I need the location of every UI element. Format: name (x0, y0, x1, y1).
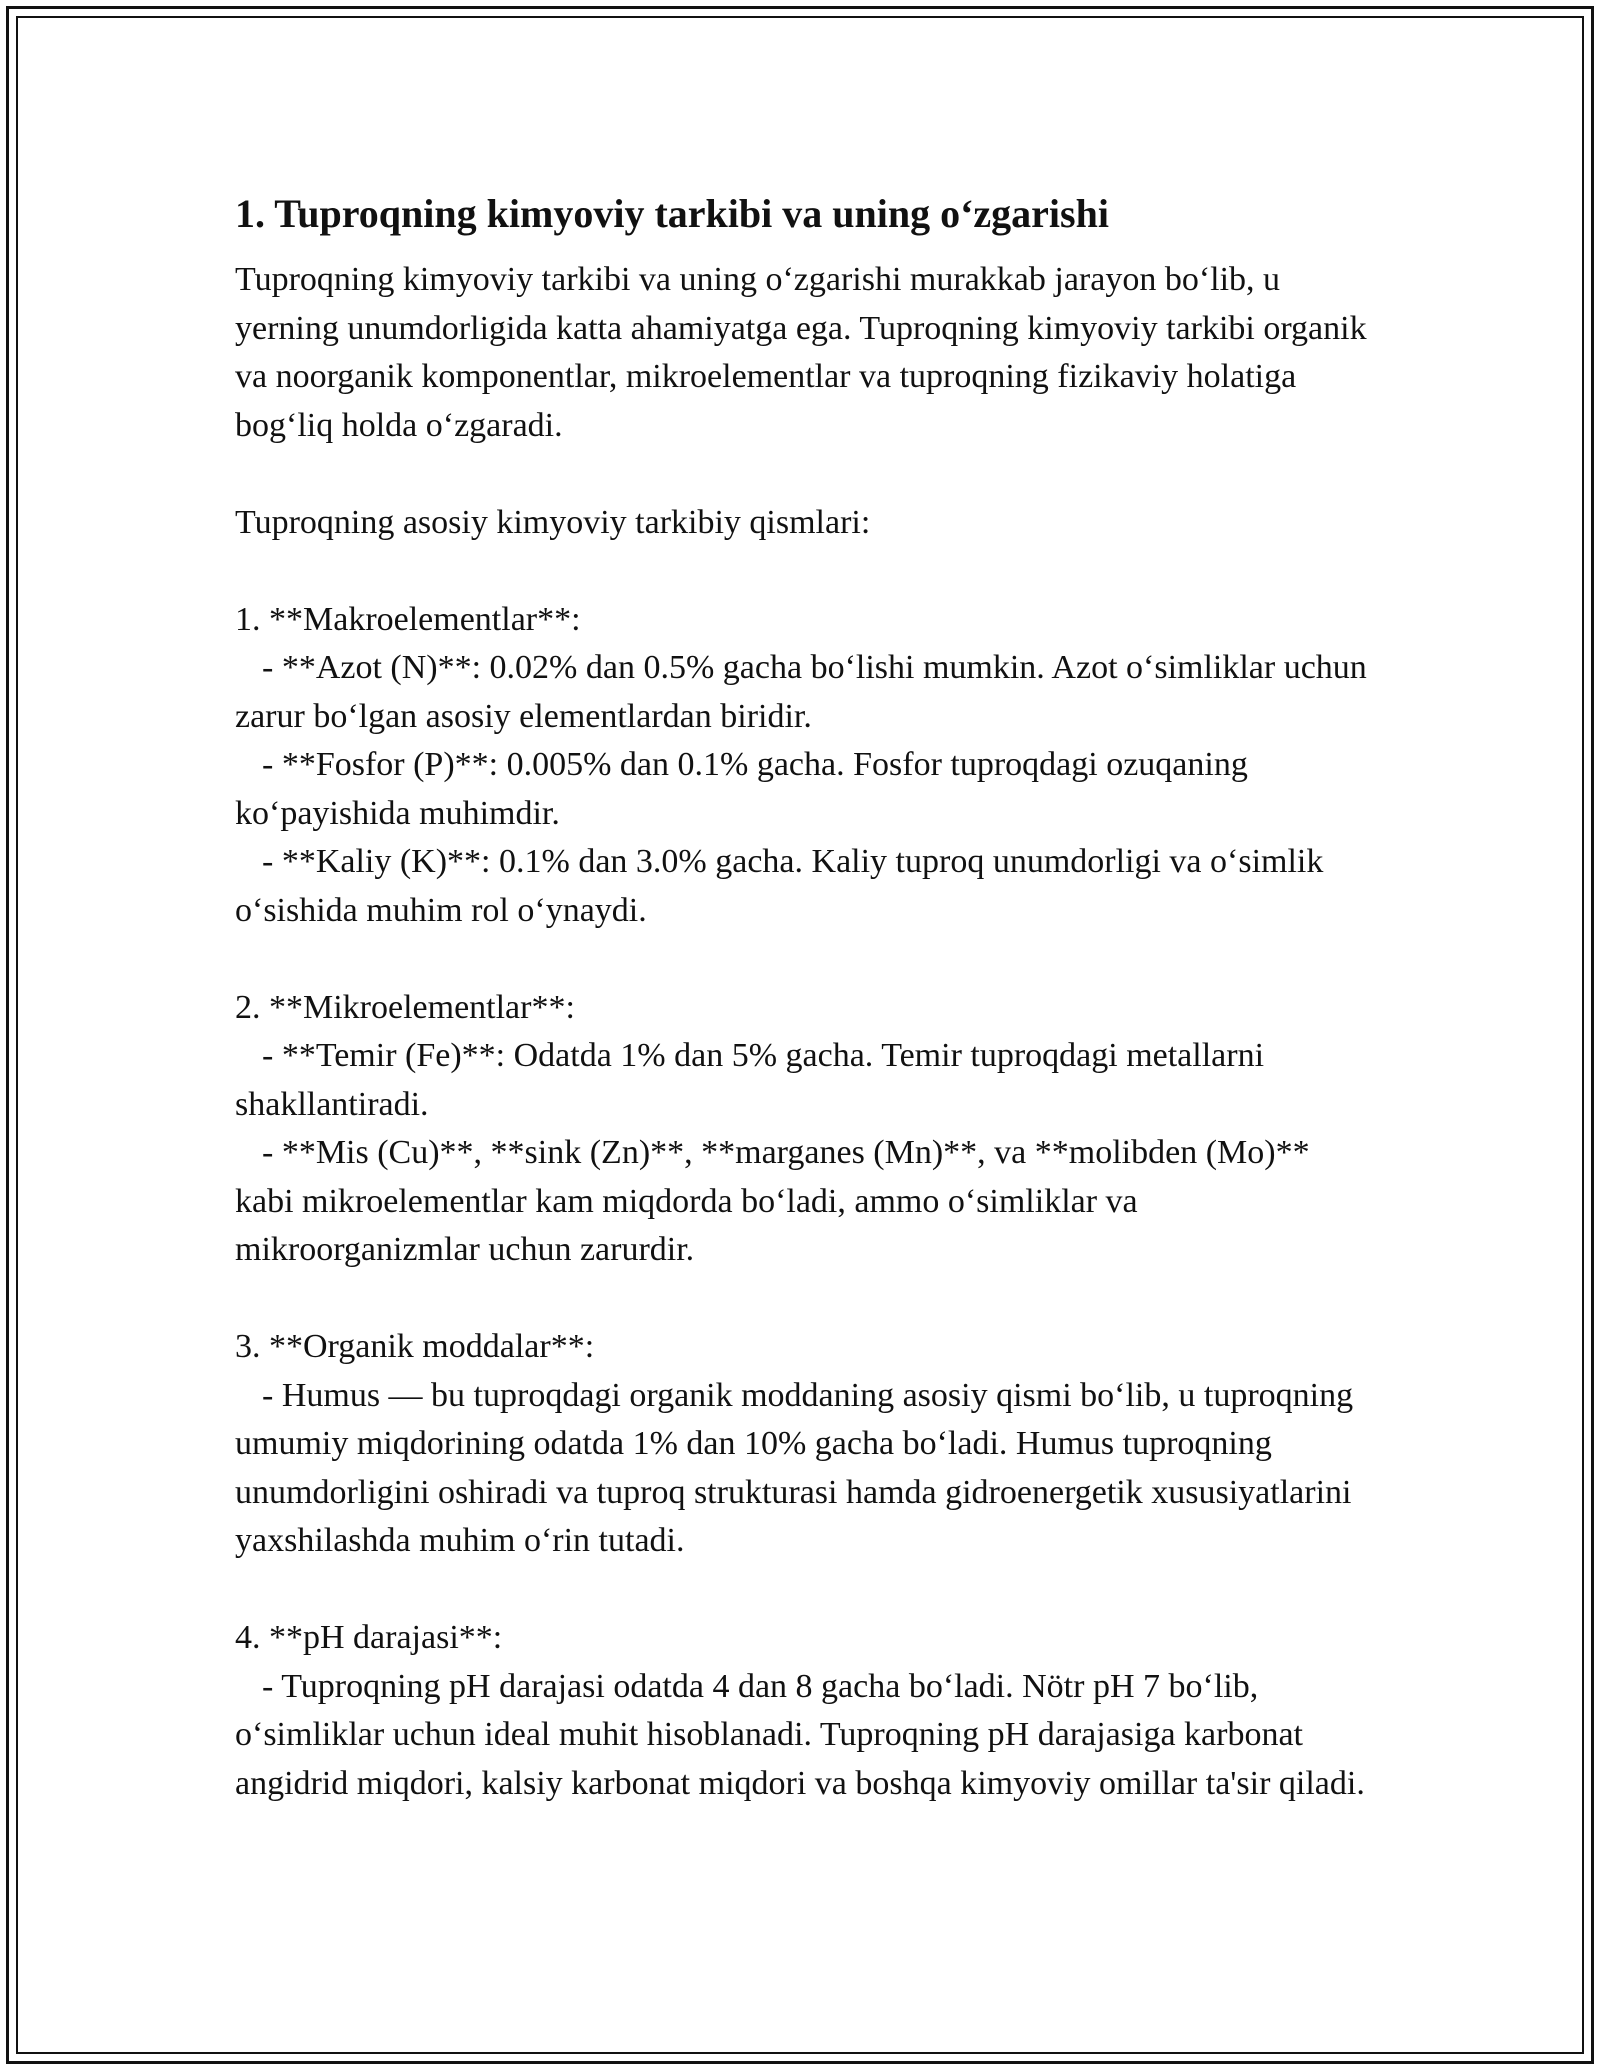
spacer (235, 1275, 1375, 1324)
section-makroelementlar (235, 596, 1375, 936)
section-heading: 1. **Makroelementlar**: (235, 600, 581, 638)
intro-paragraph: Tuproqning kimyoviy tarkibi va uning o‘zgarishi murakkab jarayon bo‘lib, u yerning unumdorligida katta ahamiyatga ega. Tuproqning kimyoviy tarkibi organik va noorganik komponentlar, mikroelementlar va tuproqning fizikaviy holatiga bog‘liq holda o‘zgaradi. (235, 261, 1367, 444)
list-item: - Humus — bu tuproqdagi organik moddaning asosiy qismi bo‘lib, u tuproqning umumiy miqdorining odatda 1% dan 10% gacha bo‘ladi. Humus tuproqning unumdorligini oshiradi va tuproq strukturasi hamda gidroenergetik xususiyatlarini yaxshilashda muhim o‘rin tutadi. (235, 1376, 1362, 1559)
section-organik-moddalar (235, 1323, 1375, 1566)
list-item: - Tuproqning pH darajasi odatda 4 dan 8 gacha bo‘ladi. Nötr pH 7 bo‘lib, o‘simliklar uchun ideal muhit hisoblanadi. Tuproqning pH darajasiga karbonat angidrid miqdori, kalsiy karbonat miqdori va boshqa kimyoviy omillar ta'sir qiladi. (235, 1667, 1365, 1802)
list-heading: Tuproqning asosiy kimyoviy tarkibiy qismlari: (235, 503, 871, 541)
list-item: - **Mis (Cu)**, **sink (Zn)**, **marganes (Mn)**, va **molibden (Mo)** kabi mikroelementlar kam miqdorda bo‘ladi, ammo o‘simliklar va mikroorganizmlar uchun zarurdir. (235, 1134, 1319, 1268)
spacer (235, 1566, 1375, 1615)
list-item: - **Fosfor (P)**: 0.005% dan 0.1% gacha. Fosfor tuproqdagi ozuqaning ko‘payishida muhimdir. (235, 746, 1257, 832)
spacer (235, 935, 1375, 984)
document-body (235, 186, 1375, 1808)
spacer (235, 547, 1375, 596)
document-title: 1. Tuproqning kimyoviy tarkibi va uning o‘zgarishi (235, 191, 1109, 236)
section-heading: 3. **Organik moddalar**: (235, 1328, 595, 1365)
section-mikroelementlar (235, 984, 1375, 1275)
section-heading: 2. **Mikroelementlar**: (235, 988, 575, 1026)
section-heading: 4. **pH darajasi**: (235, 1619, 503, 1656)
section-ph-darajasi (235, 1614, 1375, 1808)
list-item: - **Temir (Fe)**: Odatda 1% dan 5% gacha. Temir tuproqdagi metallarni shakllantiradi. (235, 1037, 1273, 1123)
spacer (235, 450, 1375, 499)
list-item: - **Azot (N)**: 0.02% dan 0.5% gacha bo‘lishi mumkin. Azot o‘simliklar uchun zarur bo‘lgan asosiy elementlardan biridir. (235, 649, 1376, 735)
list-item: - **Kaliy (K)**: 0.1% dan 3.0% gacha. Kaliy tuproq unumdorligi va o‘simlik o‘sishida muhim rol o‘ynaydi. (235, 843, 1332, 929)
